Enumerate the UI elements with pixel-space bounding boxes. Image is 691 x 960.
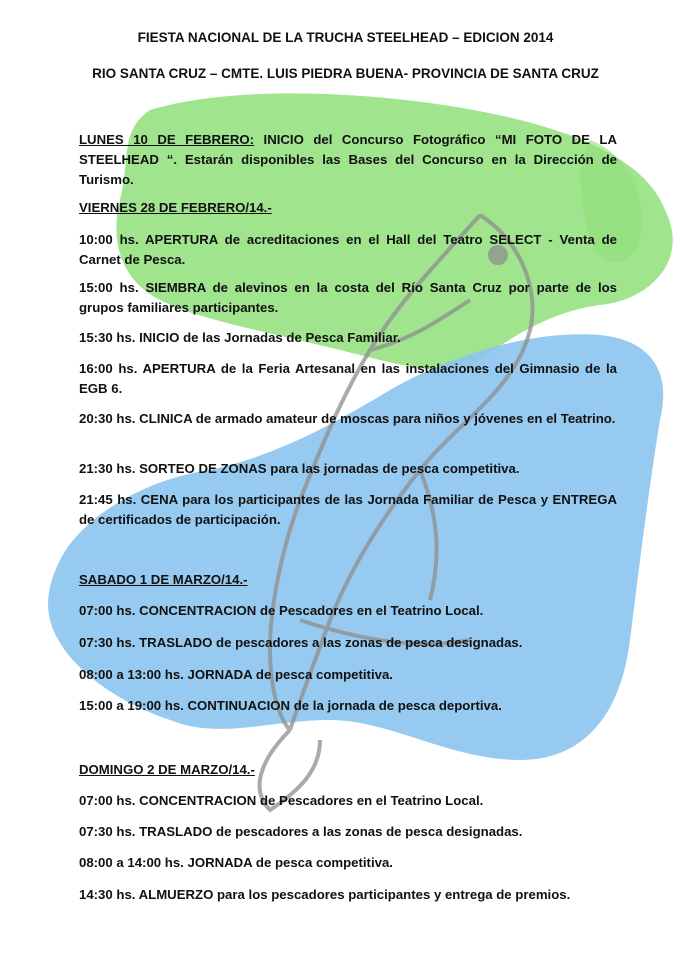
day1-heading: VIERNES 28 DE FEBRERO/14.- [79, 200, 272, 215]
day3-item: 08:00 a 14:00 hs. JORNADA de pesca competitiva. [79, 855, 393, 870]
day2-item: 15:00 a 19:00 hs. CONTINUACION de la jornada de pesca deportiva. [79, 698, 502, 713]
intro-paragraph [79, 130, 617, 190]
day1-item: 15:30 hs. INICIO de las Jornadas de Pesca Familiar. [79, 330, 401, 345]
intro-text: INICIO del Concurso Fotográfico “MI FOTO DE LA STEELHEAD “. Estarán disponibles las Bases del Concurso en la Dirección de Turismo. [79, 132, 618, 187]
day1-item: 10:00 hs. APERTURA de acreditaciones en el Hall del Teatro SELECT - Venta de Carnet de Pesca. [79, 232, 617, 267]
day3-heading: DOMINGO 2 DE MARZO/14.- [79, 762, 255, 777]
day1-item: 21:30 hs. SORTEO DE ZONAS para las jornadas de pesca competitiva. [79, 461, 520, 476]
day1-item: 15:00 hs. SIEMBRA de alevinos en la costa del Río Santa Cruz por parte de los grupos familiares participantes. [79, 280, 617, 315]
intro-date: LUNES 10 DE FEBRERO: [79, 132, 255, 147]
day1-item: 21:45 hs. CENA para los participantes de las Jornada Familiar de Pesca y ENTREGA de certificados de participación. [79, 492, 617, 527]
day2-item: 07:00 hs. CONCENTRACION de Pescadores en el Teatrino Local. [79, 603, 484, 618]
day3-item: 07:00 hs. CONCENTRACION de Pescadores en el Teatrino Local. [79, 793, 484, 808]
day2-item: 08:00 a 13:00 hs. JORNADA de pesca competitiva. [79, 667, 393, 682]
day1-item: 16:00 hs. APERTURA de la Feria Artesanal en las instalaciones del Gimnasio de la EGB 6. [79, 361, 617, 396]
day3-item: 07:30 hs. TRASLADO de pescadores a las zonas de pesca designadas. [79, 824, 523, 839]
day3-item: 14:30 hs. ALMUERZO para los pescadores participantes y entrega de premios. [79, 887, 571, 902]
day1-item: 20:30 hs. CLINICA de armado amateur de moscas para niños y jóvenes en el Teatrino. [79, 411, 616, 426]
document-title: FIESTA NACIONAL DE LA TRUCHA STEELHEAD – EDICION 2014 [137, 30, 554, 45]
document-subtitle: RIO SANTA CRUZ – CMTE. LUIS PIEDRA BUENA- PROVINCIA DE SANTA CRUZ [92, 66, 599, 81]
day2-item: 07:30 hs. TRASLADO de pescadores a las zonas de pesca designadas. [79, 635, 523, 650]
day2-heading: SABADO 1 DE MARZO/14.- [79, 572, 248, 587]
